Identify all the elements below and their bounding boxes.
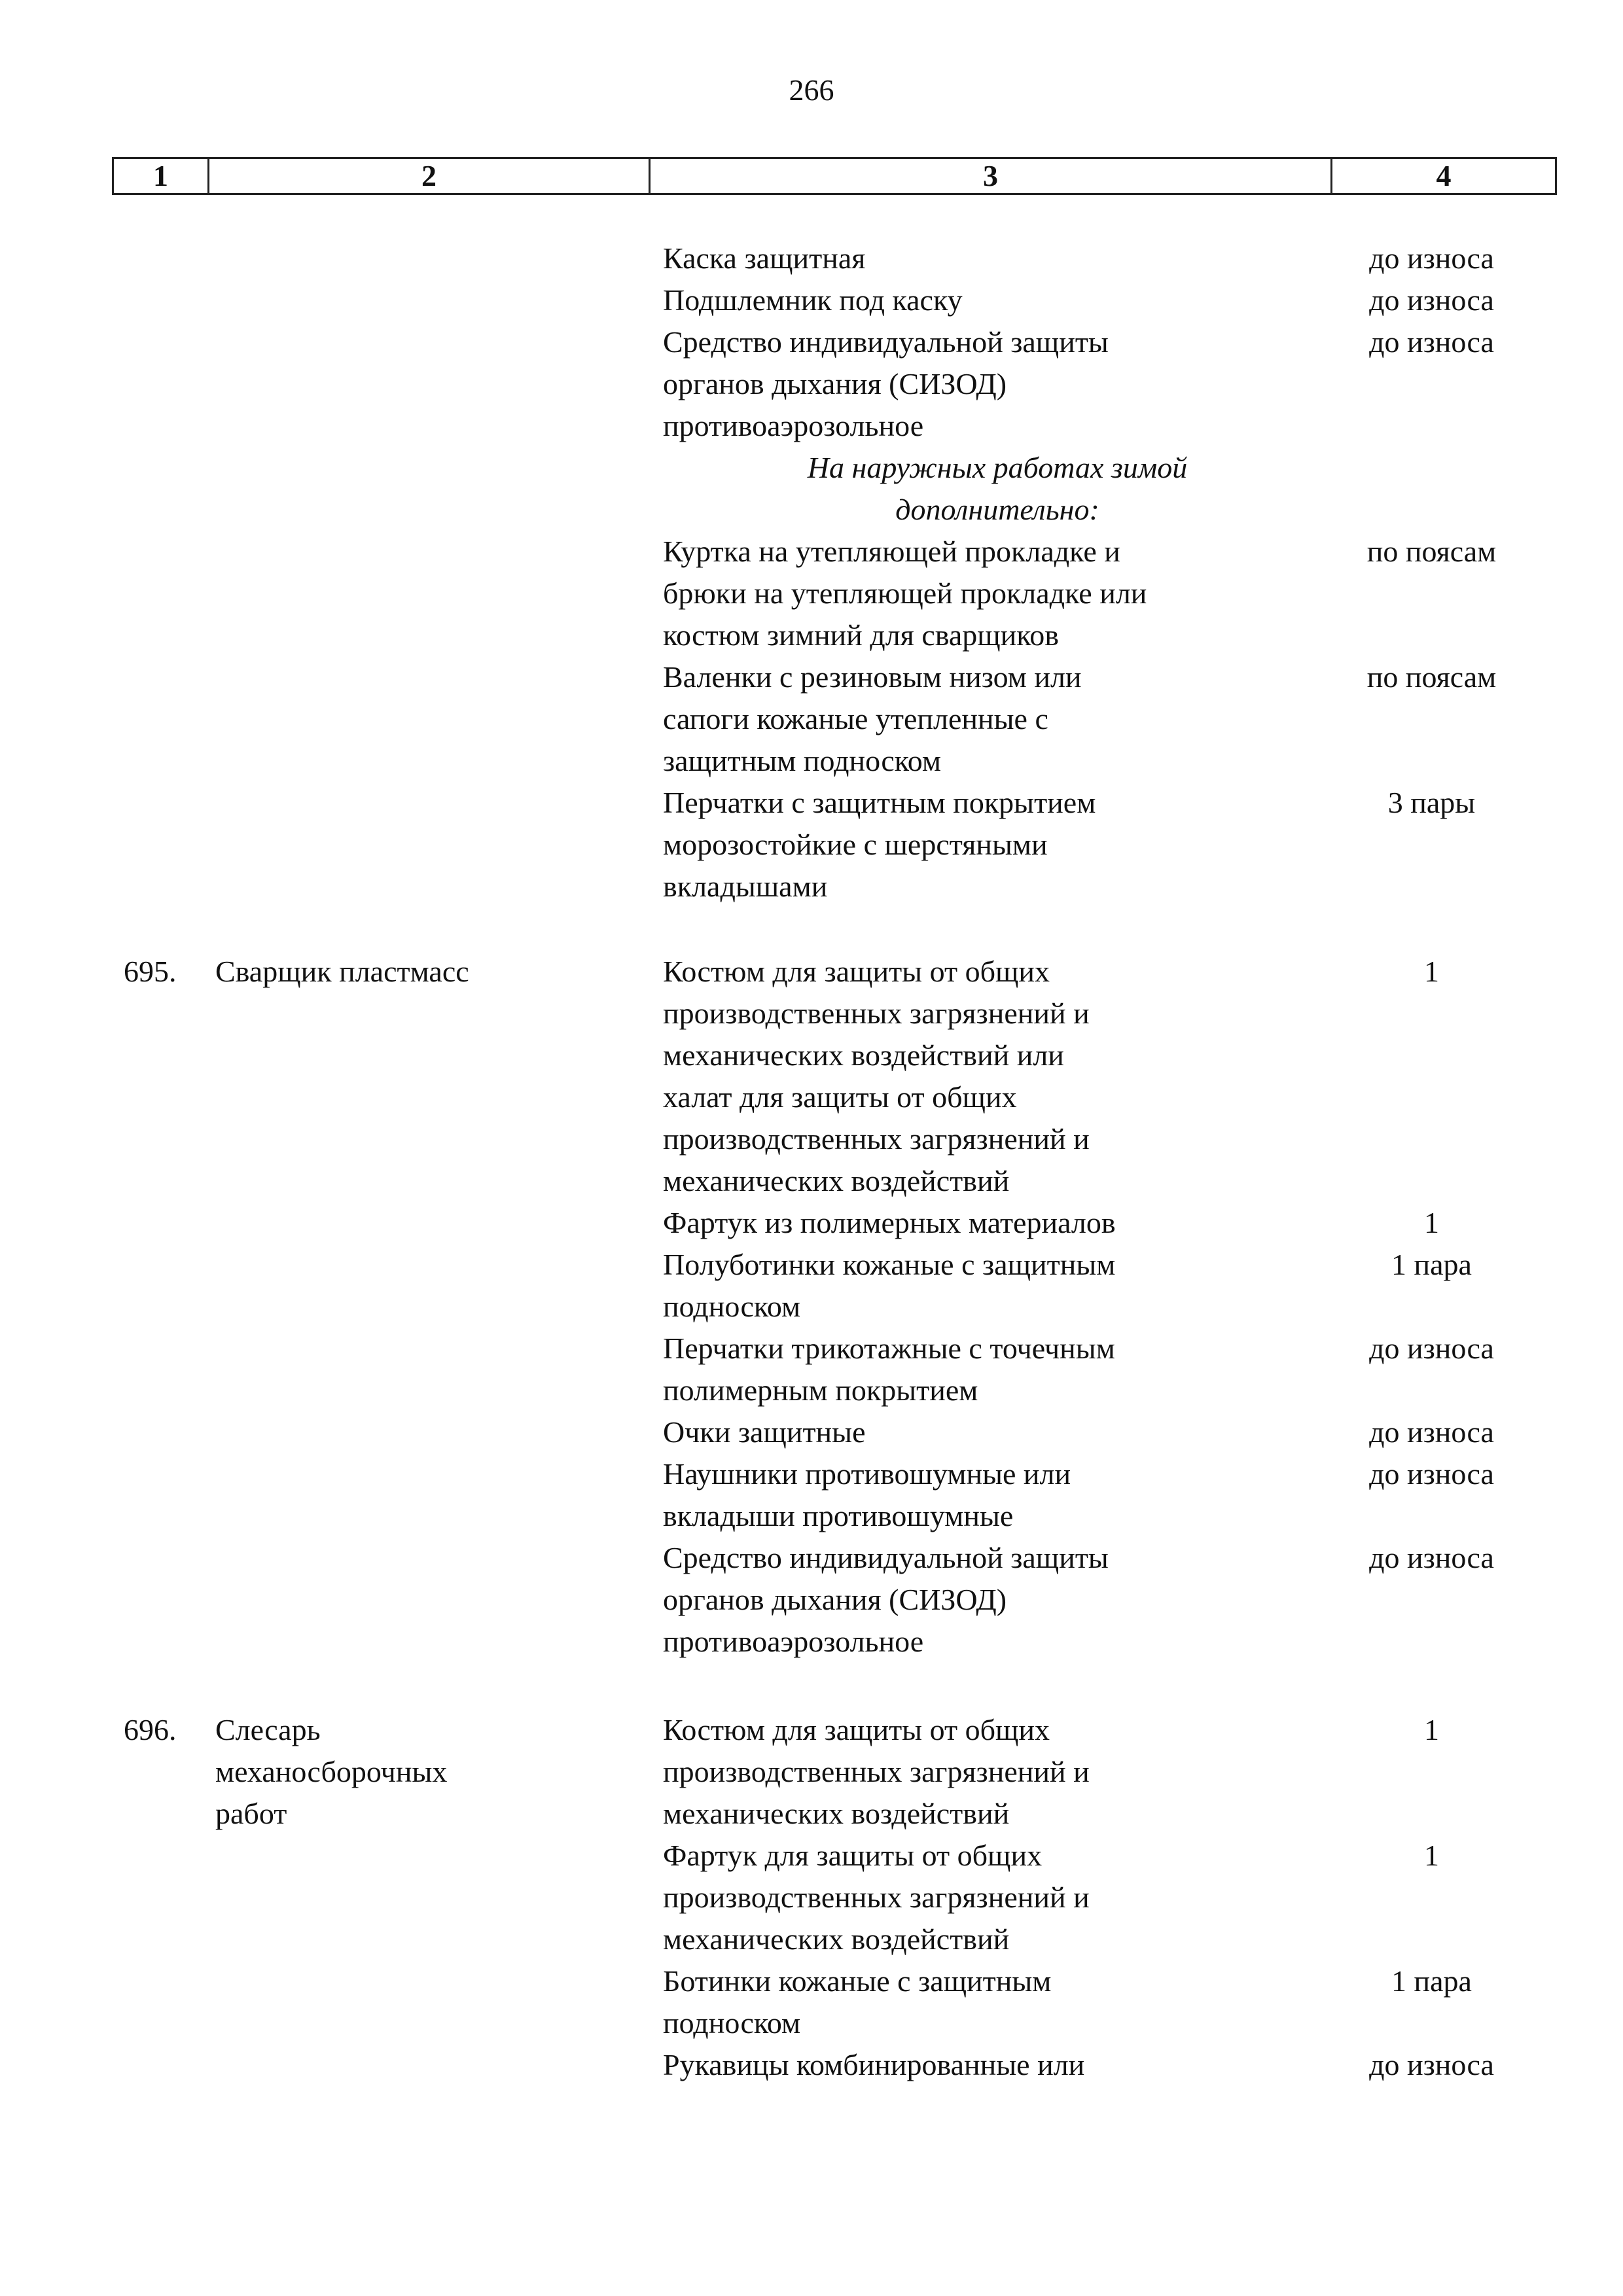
equipment-line: Костюм для защиты от общих <box>663 1713 1050 1746</box>
issue-norm: до износа <box>1369 1541 1494 1574</box>
section-subheading: дополнительно: <box>895 493 1099 526</box>
equipment-line: механических воздействий или <box>663 1038 1064 1072</box>
issue-norm: до износа <box>1369 1457 1494 1491</box>
equipment-line: Средство индивидуальной защиты <box>663 1541 1109 1574</box>
issue-norm: по поясам <box>1366 660 1497 694</box>
issue-norm: 1 <box>1424 1713 1439 1746</box>
equipment-line: Фартук для защиты от общих <box>663 1839 1043 1872</box>
equipment-line: противоаэрозольное <box>663 409 924 442</box>
equipment-line: производственных загрязнений и <box>663 997 1090 1030</box>
equipment-line: механических воздействий <box>663 1164 1010 1197</box>
equipment-line: Наушники противошумные или <box>663 1457 1071 1491</box>
equipment-line: Рукавицы комбинированные или <box>663 2048 1085 2081</box>
column-header-number: 1 <box>113 158 209 194</box>
equipment-line: полимерным покрытием <box>663 1373 978 1407</box>
issue-norm: до износа <box>1369 241 1494 275</box>
issue-norm: до износа <box>1369 2048 1494 2081</box>
entry-number: 696. <box>124 1713 177 1746</box>
issue-norm: 1 пара <box>1391 1248 1472 1281</box>
profession-name: Сварщик пластмасс <box>215 955 469 988</box>
equipment-line: Очки защитные <box>663 1415 866 1449</box>
entry-number: 695. <box>124 955 177 988</box>
equipment-line: вкладыши противошумные <box>663 1499 1014 1532</box>
issue-norm: до износа <box>1369 283 1494 317</box>
issue-norm: до износа <box>1369 1415 1494 1449</box>
section-subheading: На наружных работах зимой <box>807 451 1188 484</box>
issue-norm: до износа <box>1369 325 1494 359</box>
issue-norm: 3 пары <box>1387 786 1476 819</box>
issue-norm: 1 <box>1424 955 1439 988</box>
column-header-equipment: 3 <box>650 158 1332 194</box>
equipment-line: противоаэрозольное <box>663 1625 924 1658</box>
equipment-line: Фартук из полимерных материалов <box>663 1206 1116 1239</box>
equipment-line: Валенки с резиновым низом или <box>663 660 1082 694</box>
issue-norm: по поясам <box>1366 535 1497 568</box>
equipment-line: сапоги кожаные утепленные с <box>663 702 1048 735</box>
equipment-line: Ботинки кожаные с защитным <box>663 1964 1052 1998</box>
equipment-line: производственных загрязнений и <box>663 1755 1090 1788</box>
equipment-line: Перчатки с защитным покрытием <box>663 786 1096 819</box>
column-header-profession: 2 <box>209 158 650 194</box>
equipment-line: защитным подноском <box>663 744 941 777</box>
issue-norm: 1 <box>1424 1839 1439 1872</box>
equipment-line: Каска защитная <box>663 241 866 275</box>
column-header-norm: 4 <box>1332 158 1556 194</box>
issue-norm: 1 пара <box>1391 1964 1472 1998</box>
equipment-line: органов дыхания (СИЗОД) <box>663 367 1007 400</box>
equipment-line: брюки на утепляющей прокладке или <box>663 576 1147 610</box>
equipment-line: подноском <box>663 1290 801 1323</box>
profession-name: механосборочных <box>215 1755 448 1788</box>
equipment-line: Подшлемник под каску <box>663 283 963 317</box>
equipment-line: подноском <box>663 2006 801 2040</box>
issue-norm: до износа <box>1369 1332 1494 1365</box>
equipment-line: Средство индивидуальной защиты <box>663 325 1109 359</box>
equipment-line: производственных загрязнений и <box>663 1881 1090 1914</box>
column-header-row <box>112 157 1557 195</box>
profession-name: Слесарь <box>215 1713 321 1746</box>
page-number: 266 <box>789 73 834 107</box>
equipment-line: вкладышами <box>663 870 828 903</box>
equipment-line: производственных загрязнений и <box>663 1122 1090 1156</box>
profession-name: работ <box>215 1797 287 1830</box>
equipment-line: костюм зимний для сварщиков <box>663 618 1060 652</box>
equipment-line: механических воздействий <box>663 1797 1010 1830</box>
equipment-line: Перчатки трикотажные с точечным <box>663 1332 1115 1365</box>
equipment-line: органов дыхания (СИЗОД) <box>663 1583 1007 1616</box>
issue-norm: 1 <box>1424 1206 1439 1239</box>
equipment-line: механических воздействий <box>663 1922 1010 1956</box>
equipment-line: морозостойкие с шерстяными <box>663 828 1048 861</box>
equipment-line: халат для защиты от общих <box>663 1080 1017 1114</box>
equipment-line: Куртка на утепляющей прокладке и <box>663 535 1120 568</box>
equipment-line: Костюм для защиты от общих <box>663 955 1050 988</box>
equipment-line: Полуботинки кожаные с защитным <box>663 1248 1116 1281</box>
